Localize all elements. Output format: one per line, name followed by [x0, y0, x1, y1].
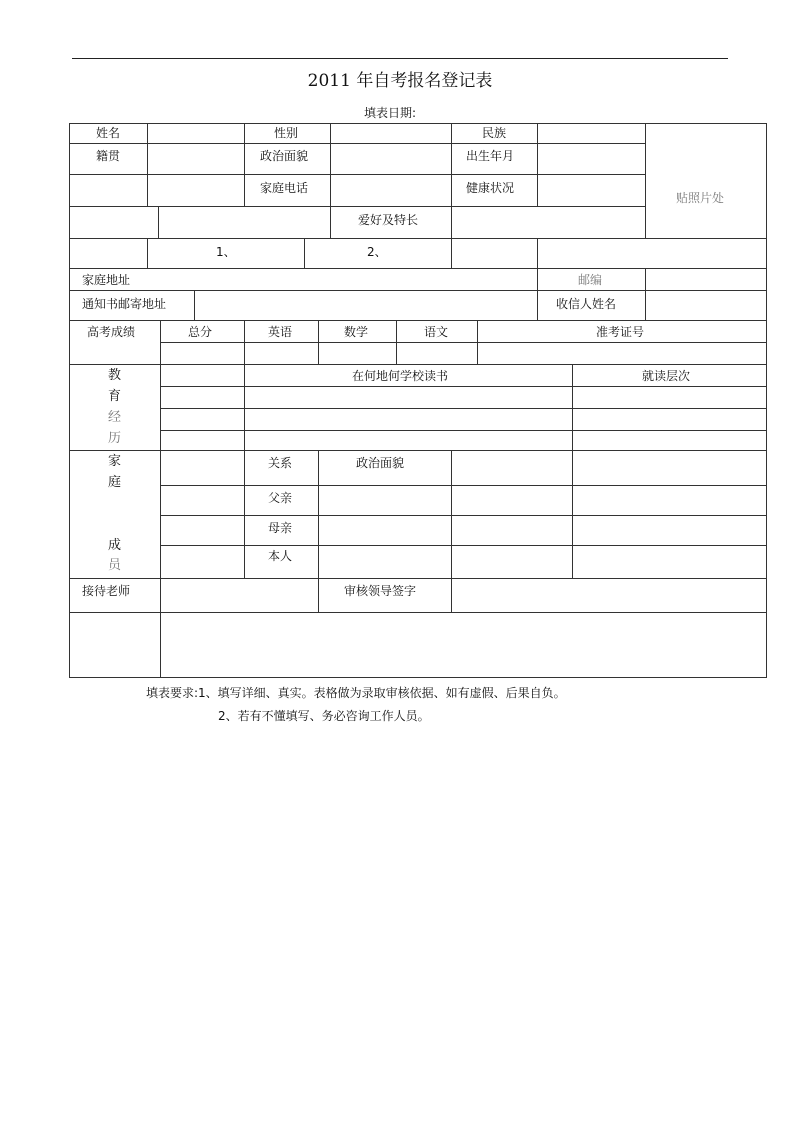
label-name: 姓名: [96, 126, 121, 140]
hobby-item-2: 2、: [367, 245, 387, 259]
hobby-item-1: 1、: [216, 245, 236, 259]
label-birth-date: 出生年月: [466, 149, 515, 163]
label-school-where: 在何地何学校读书: [352, 369, 449, 383]
photo-placeholder: 贴照片处: [676, 191, 725, 205]
family-char-4: 员: [108, 558, 122, 573]
label-chinese: 语文: [424, 325, 449, 339]
family-char-2: 庭: [108, 475, 122, 490]
label-math: 数学: [344, 325, 369, 339]
label-native-place: 籍贯: [96, 149, 121, 163]
education-char-4: 历: [108, 431, 122, 446]
label-admission-ticket: 准考证号: [596, 325, 645, 339]
label-family-political: 政治面貌: [356, 456, 405, 470]
label-home-phone: 家庭电话: [260, 181, 309, 195]
label-total: 总分: [188, 325, 213, 339]
fill-date-label: 填表日期:: [364, 106, 417, 120]
label-gaokao-scores: 高考成绩: [87, 325, 136, 339]
label-father: 父亲: [268, 491, 293, 505]
form-title: 2011 年自考报名登记表: [307, 71, 493, 91]
education-char-3: 经: [108, 410, 122, 425]
label-self: 本人: [268, 549, 293, 563]
label-health: 健康状况: [466, 181, 515, 195]
label-relation: 关系: [268, 456, 293, 470]
requirements-line-1: 填表要求:1、填写详细、真实。表格做为录取审核依据、如有虚假、后果自负。: [146, 686, 566, 700]
label-english: 英语: [268, 325, 293, 339]
label-home-address: 家庭地址: [82, 273, 131, 287]
label-mother: 母亲: [268, 521, 293, 535]
family-char-3: 成: [108, 538, 122, 553]
label-gender: 性别: [274, 126, 299, 140]
label-political-status: 政治面貌: [260, 149, 309, 163]
label-study-level: 就读层次: [642, 369, 691, 383]
label-review-signature: 审核领导签字: [344, 584, 417, 598]
requirements-line-2: 2、若有不懂填写、务必咨询工作人员。: [218, 709, 430, 723]
label-postcode: 邮编: [578, 273, 603, 287]
education-char-1: 教: [108, 368, 122, 383]
education-char-2: 育: [108, 389, 122, 404]
label-reception-teacher: 接待老师: [82, 584, 131, 598]
label-hobbies: 爱好及特长: [358, 213, 419, 227]
label-recipient: 收信人姓名: [556, 297, 617, 311]
label-ethnicity: 民族: [482, 126, 507, 140]
family-char-1: 家: [108, 454, 122, 469]
label-mail-address: 通知书邮寄地址: [82, 297, 167, 311]
